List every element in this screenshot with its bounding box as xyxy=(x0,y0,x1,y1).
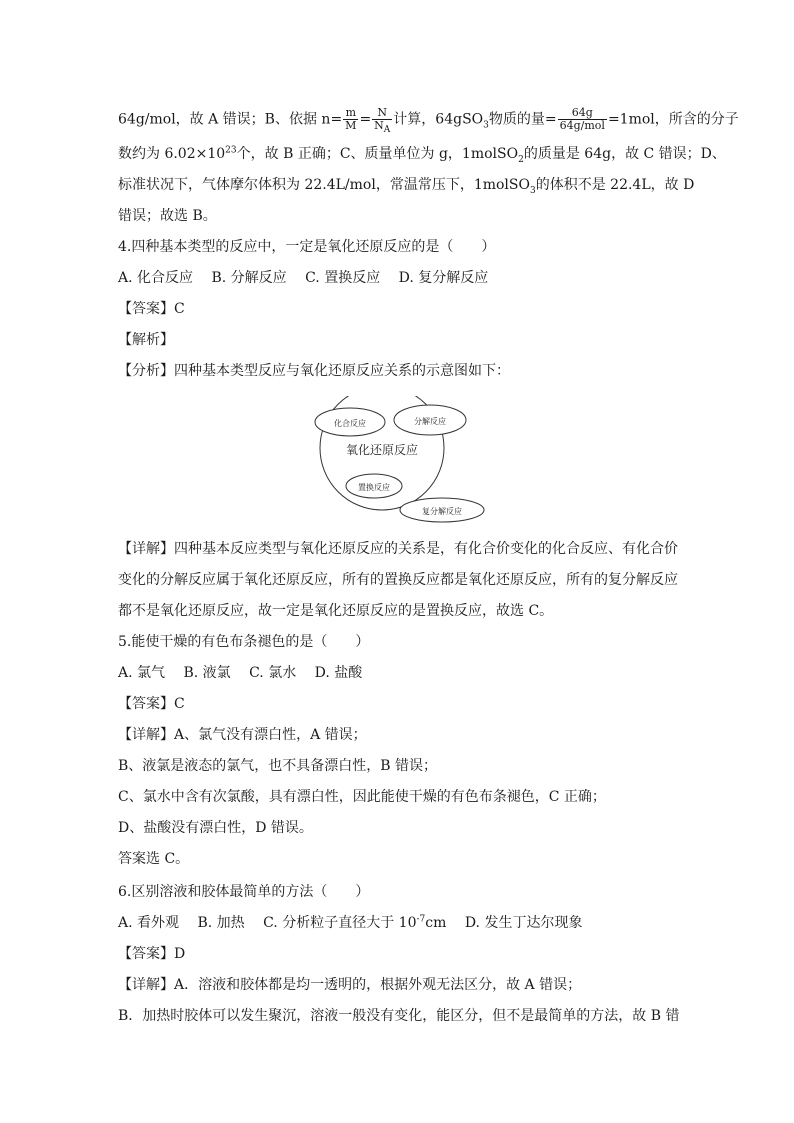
question-5-answer: 【答案】C xyxy=(118,696,185,712)
label-redox: 氧化还原反应 xyxy=(345,443,419,457)
reaction-relationship-diagram xyxy=(310,396,490,524)
question-4-detail-3: 都不是氧化还原反应，故一定是氧化还原反应的是置换反应，故选 C。 xyxy=(118,603,554,619)
label-decomposition: 分解反应 xyxy=(414,417,446,426)
question-4-jiexi: 【解析】 xyxy=(118,332,174,348)
question-4-options: A. 化合反应 B. 分解反应 C. 置换反应 D. 复分解反应 xyxy=(118,270,489,286)
fraction-m-over-M: $\frac{m}{M}$ xyxy=(345,106,357,132)
question-6-detail-2: B．加热时胶体可以发生聚沉，溶液一般没有变化，能区分，但不是最简单的方法，故 B 错 xyxy=(118,1008,680,1024)
question-6-detail-1: 【详解】A．溶液和胶体都是均一透明的，根据外观无法区分，故 A 错误； xyxy=(118,977,582,993)
question-5-options: A. 氯气 B. 液氯 C. 氯水 D. 盐酸 xyxy=(118,665,363,681)
question-6-options: A. 看外观 B. 加热 C. 分析粒子直径大于 $10^{-7}cm$ D. 发生丁达尔现象 xyxy=(118,914,583,931)
question-5-detail-3: C、氯水中含有次氯酸，具有漂白性，因此能使干燥的有色布条褪色，C 正确； xyxy=(118,789,606,805)
label-combination: 化合反应 xyxy=(334,419,366,428)
question-5: 5.能使干燥的有色布条褪色的是（ ） xyxy=(118,634,370,650)
fraction-64g-over-64gmol: $\frac{64g}{\text{64g/mol}}$ xyxy=(559,106,605,132)
question-5-detail-5: 答案选 C。 xyxy=(118,851,190,867)
question-6: 6.区别溶液和胶体最简单的方法（ ） xyxy=(118,884,370,900)
label-replacement: 置换反应 xyxy=(358,483,390,492)
question-5-detail-2: B、液氯是液态的氯气，也不具备漂白性，B 错误； xyxy=(118,758,438,774)
question-4-detail-2: 变化的分解反应属于氧化还原反应，所有的置换反应都是氧化还原反应，所有的复分解反应 xyxy=(118,572,678,588)
question-6-answer: 【答案】D xyxy=(118,946,186,962)
text-line-3: 标准状况下，气体摩尔体积为 22.4L/mol，常温常压下，1molSO$_3$的体积不是 22.4L，故 D xyxy=(118,177,695,196)
text-line-1: 64g/mol，故 A 错误；B、依据 n= $\frac{m}{M}$ = $\frac{N}{N_A}$ 计算，64gSO$_3$物质的量= $\frac{64g}{\text{64g/mol}}$ =1mol，所含的分子 xyxy=(118,106,739,136)
question-5-detail-1: 【详解】A、氯气没有漂白性，A 错误； xyxy=(118,727,367,743)
label-double-decomposition: 复分解反应 xyxy=(422,507,462,516)
text-span: 64g/mol，故 A 错误；B、依据 n= xyxy=(118,111,343,128)
text-line-2: 数约为 $6.02\times 10^{23}$个，故 B 正确；C、质量单位为 g，1molSO$_2$的质量是 64g，故 C 错误；D、 xyxy=(118,145,726,165)
question-4-detail-1: 【详解】四种基本反应类型与氧化还原反应的关系是，有化合价变化的化合反应、有化合价 xyxy=(118,541,678,557)
question-4-analysis: 【分析】四种基本类型反应与氧化还原反应关系的示意图如下： xyxy=(118,363,510,379)
question-4-answer: 【答案】C xyxy=(118,301,185,317)
question-5-detail-4: D、盐酸没有漂白性，D 错误。 xyxy=(118,820,313,836)
text-line-4: 错误；故选 B。 xyxy=(118,208,217,224)
question-4: 4.四种基本类型的反应中，一定是氧化还原反应的是（ ） xyxy=(118,239,496,255)
fraction-N-over-NA: $\frac{N}{N_A}$ xyxy=(374,106,391,136)
